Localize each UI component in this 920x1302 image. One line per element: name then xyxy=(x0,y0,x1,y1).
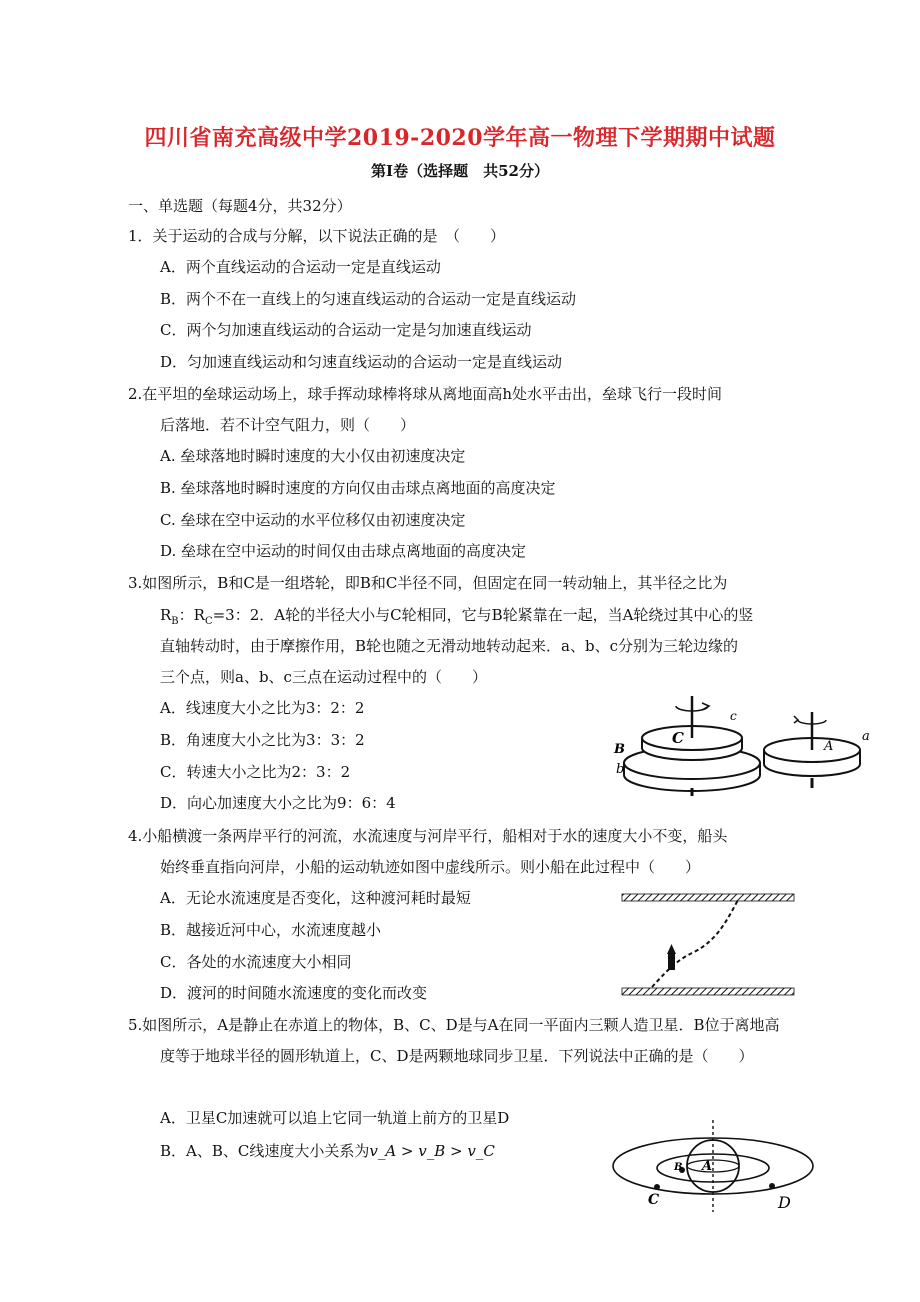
q5-option-a: A．卫星C加速就可以追上它同一轨道上前方的卫星D xyxy=(160,1109,510,1127)
q2-stem-line1: 2.在平坦的垒球运动场上，球手挥动球棒将球从离地面高h处水平击出，垒球飞行一段时间 xyxy=(128,385,722,403)
q4-option-c: C．各处的水流速度大小相同 xyxy=(160,953,352,971)
q5-orbit-figure xyxy=(610,1118,860,1218)
q2-option-b: B. 垒球落地时瞬时速度的方向仅由击球点离地面的高度决定 xyxy=(160,479,556,497)
label-a: a xyxy=(862,729,870,744)
q3-stem-line2: $R_B$：$R_C=3$：2．A轮的半径大小与C轮相同，它与B轮紧靠在一起，当A轮绕过其中心的竖 xyxy=(160,606,754,627)
q5-stem-line1: 5.如图所示，A是静止在赤道上的物体，B、C、D是与A在同一平面内三颗人造卫星．B位于离地高 xyxy=(128,1016,780,1034)
q5-option-b: B．A、B、C线速度大小关系为v_A > v_B > v_C xyxy=(160,1142,495,1160)
q3-option-a: A．线速度大小之比为3：2：2 xyxy=(160,699,365,717)
label-C: C xyxy=(672,729,684,747)
part-heading: 第Ⅰ卷（选择题 共52分） xyxy=(371,162,549,180)
q3-stem-line3: 直轴转动时，由于摩擦作用，B轮也随之无滑动地转动起来．a、b、c分别为三轮边缘的 xyxy=(160,637,738,655)
q4-option-b: B．越接近河中心，水流速度越小 xyxy=(160,921,382,939)
q1-stem: 1．关于运动的合成与分解，以下说法正确的是 （ ） xyxy=(128,227,506,245)
q4-stem-line2: 始终垂直指向河岸，小船的运动轨迹如图中虚线所示。则小船在此过程中（ ） xyxy=(160,858,701,876)
q3-pulley-figure xyxy=(612,688,882,800)
label-C: C xyxy=(648,1192,660,1208)
q1-option-c: C．两个匀加速直线运动的合运动一定是匀加速直线运动 xyxy=(160,321,532,339)
label-B: B xyxy=(614,742,625,757)
q2-stem-line2: 后落地．若不计空气阻力，则（ ） xyxy=(160,416,416,434)
label-A: A xyxy=(702,1159,713,1174)
q1-option-a: A．两个直线运动的合运动一定是直线运动 xyxy=(160,258,441,276)
q5-velocity-relation: v_A > v_B > v_C xyxy=(369,1142,495,1160)
label-A: A xyxy=(824,739,834,754)
q3-stem-line4: 三个点，则a、b、c三点在运动过程中的（ ） xyxy=(160,668,487,686)
q4-option-d: D．渡河的时间随水流速度的变化而改变 xyxy=(160,984,428,1002)
q1-option-d: D．匀加速直线运动和匀速直线运动的合运动一定是直线运动 xyxy=(160,353,563,371)
label-B: B xyxy=(674,1162,683,1173)
label-D: D xyxy=(778,1193,791,1212)
label-b: b xyxy=(616,762,625,777)
section-heading: 一、单选题（每题4分，共32分） xyxy=(128,197,352,215)
q2-option-d: D. 垒球在空中运动的时间仅由击球点离地面的高度决定 xyxy=(160,542,527,560)
q4-stem-line1: 4.小船横渡一条两岸平行的河流，水流速度与河岸平行，船相对于水的速度大小不变，船头 xyxy=(128,827,728,845)
label-c: c xyxy=(730,709,737,723)
q2-option-c: C. 垒球在空中运动的水平位移仅由初速度决定 xyxy=(160,511,466,529)
q5-stem-line2: 度等于地球半径的圆形轨道上，C、D是两颗地球同步卫星．下列说法中正确的是（ ） xyxy=(160,1047,754,1065)
q3-option-b: B．角速度大小之比为3：3：2 xyxy=(160,731,365,749)
q3-option-d: D．向心加速度大小之比为9：6：4 xyxy=(160,794,396,812)
q4-option-a: A．无论水流速度是否变化，这种渡河耗时最短 xyxy=(160,889,471,907)
q1-option-b: B．两个不在一直线上的匀速直线运动的合运动一定是直线运动 xyxy=(160,290,577,308)
q2-option-a: A. 垒球落地时瞬时速度的大小仅由初速度决定 xyxy=(160,447,466,465)
document-title: 四川省南充高级中学2019-2020学年高一物理下学期期中试题 xyxy=(144,125,776,151)
q4-river-figure xyxy=(620,890,798,1000)
q3-option-c: C．转速大小之比为2：3：2 xyxy=(160,763,351,781)
q3-stem-line1: 3.如图所示，B和C是一组塔轮，即B和C半径不同，但固定在同一转动轴上，其半径之比为 xyxy=(128,574,728,592)
